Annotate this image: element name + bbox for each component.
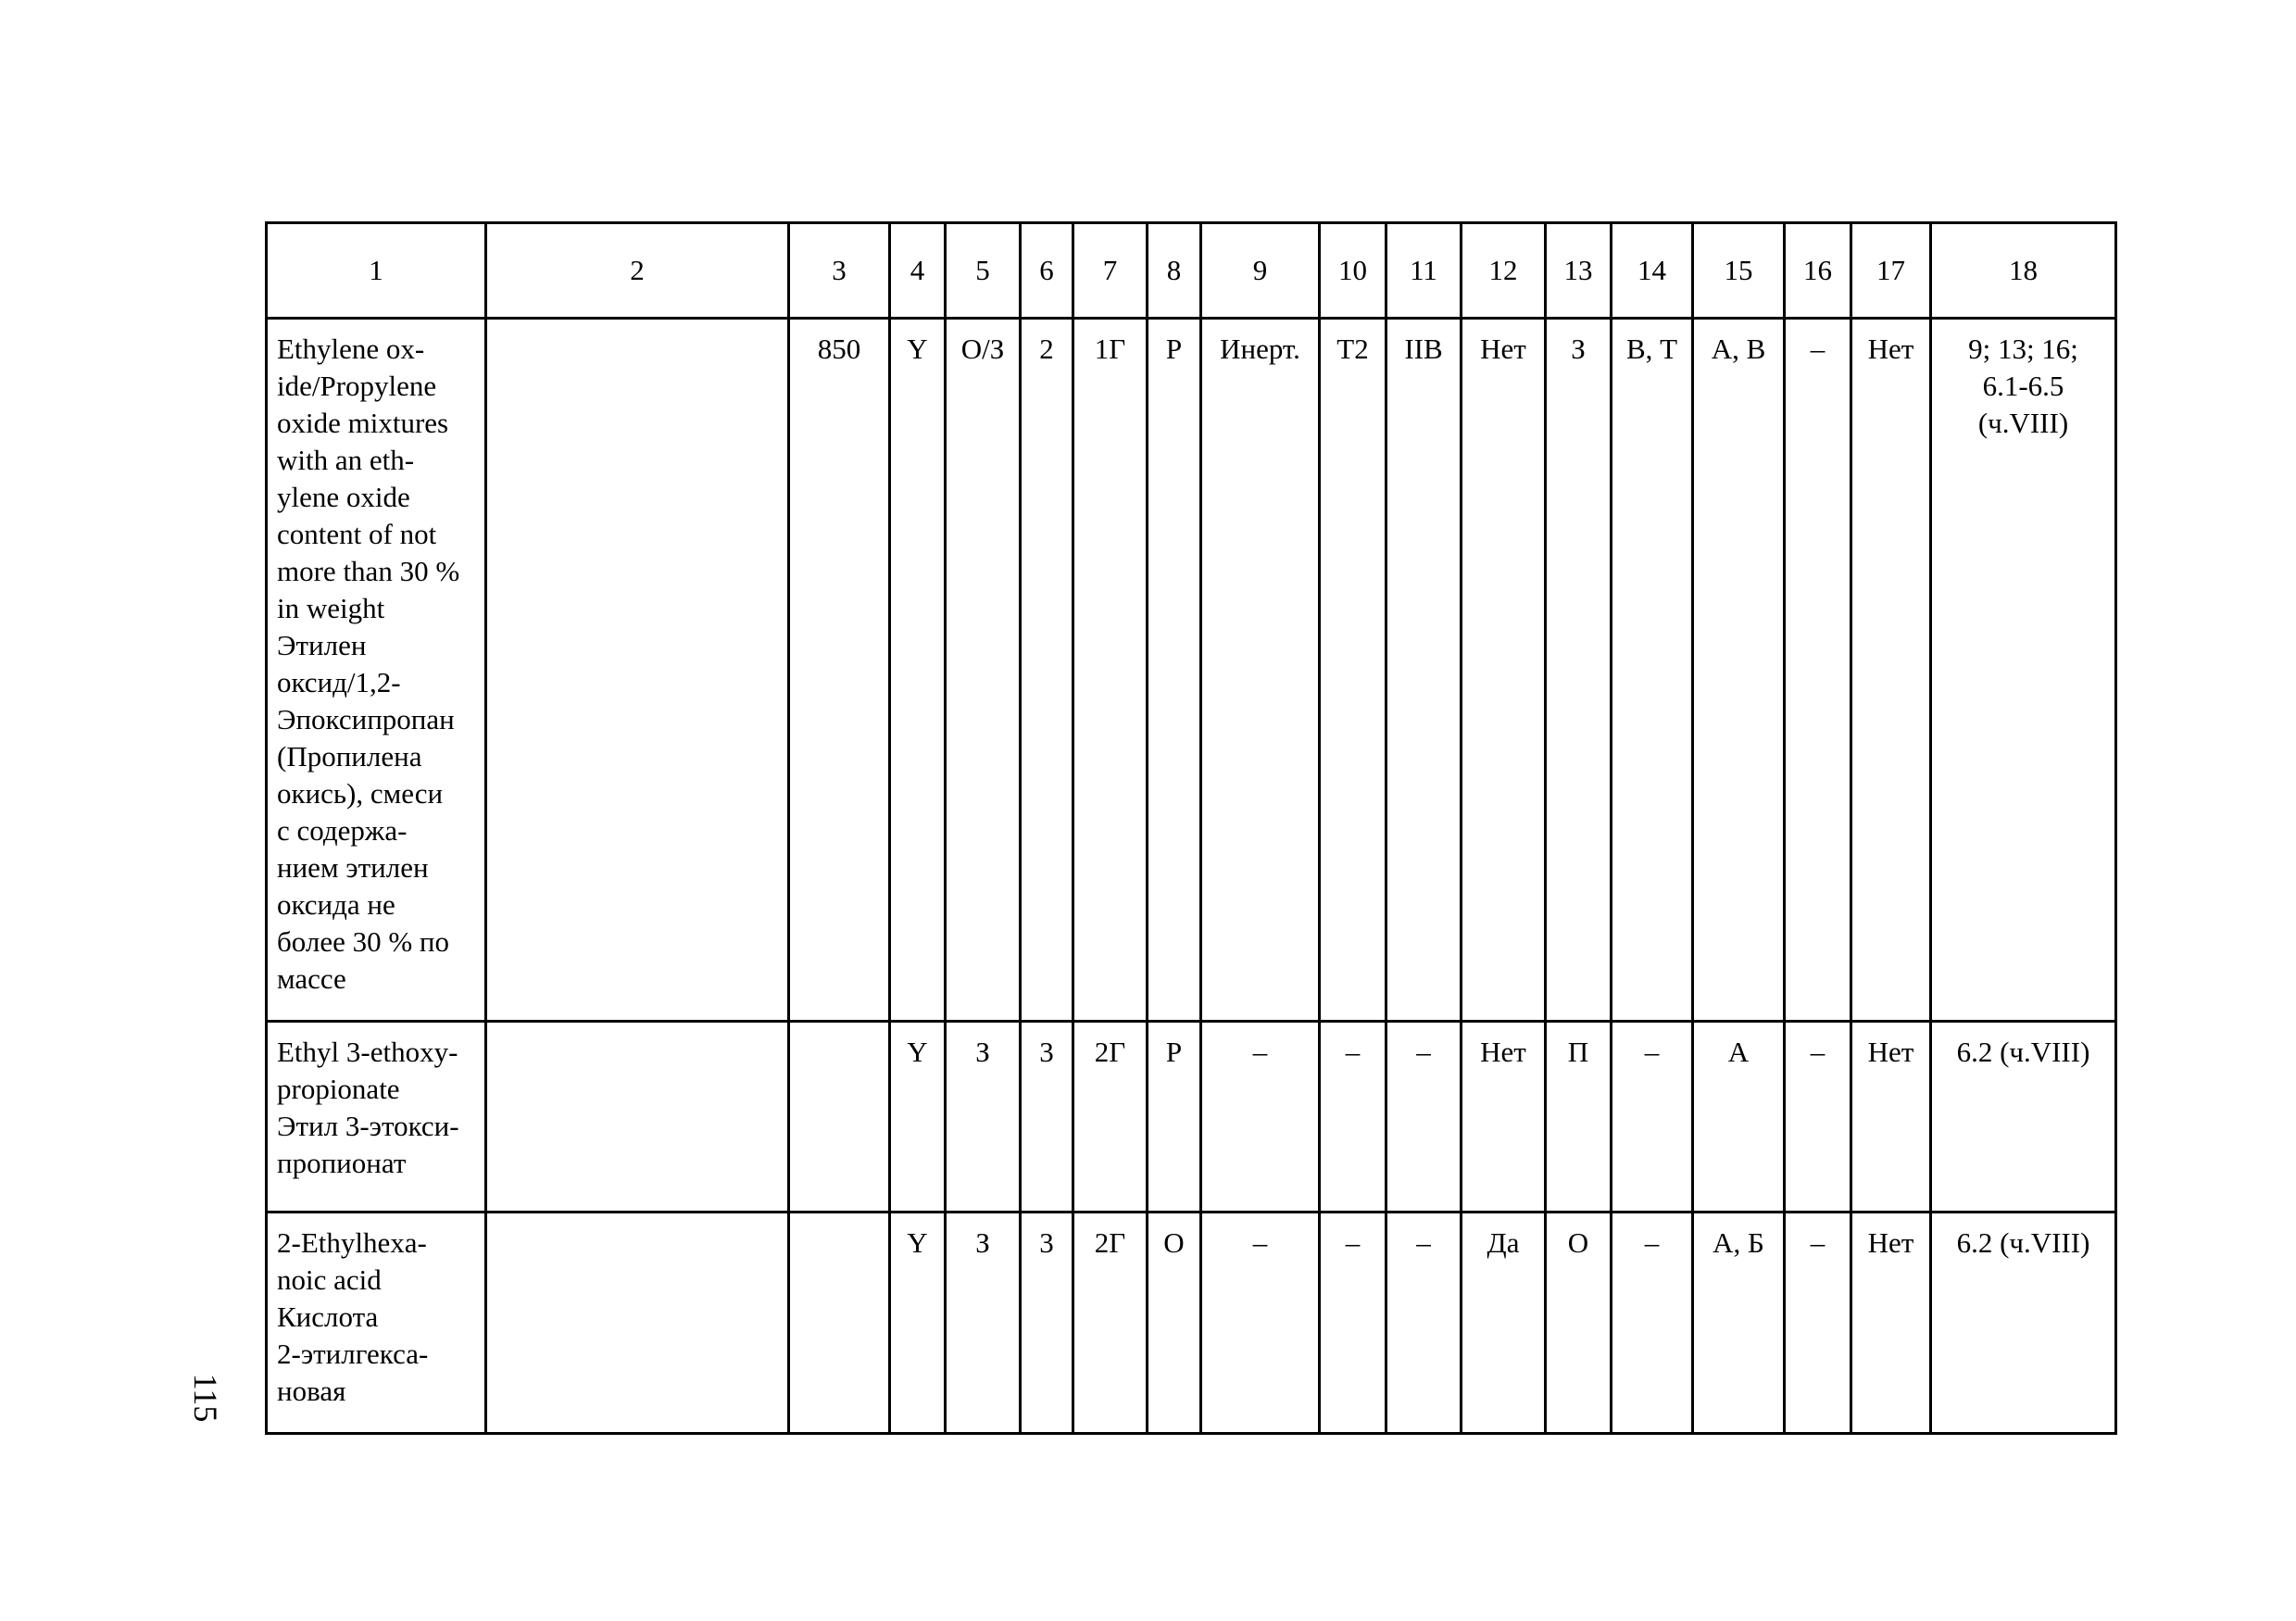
- cell-col-14: В, Т: [1612, 319, 1693, 1022]
- cell-col-3: [789, 1022, 890, 1213]
- product-name-line: оксида не: [277, 888, 395, 921]
- column-header: 10: [1320, 223, 1386, 319]
- cell-col-15: А, Б: [1693, 1213, 1785, 1434]
- column-header: 14: [1612, 223, 1693, 319]
- cell-col-5: О/З: [946, 319, 1021, 1022]
- product-name-line: oxide mixtures: [277, 407, 449, 439]
- product-name-line: ide/Propylene: [277, 370, 437, 402]
- product-name-line: пропионат: [277, 1147, 407, 1179]
- cell-col-4: Y: [890, 319, 946, 1022]
- product-name-line: Этилен: [277, 629, 367, 661]
- cell-col-6: 2: [1021, 319, 1073, 1022]
- column-header: 1: [267, 223, 486, 319]
- column-header: 8: [1148, 223, 1201, 319]
- cell-col-12: Нет: [1462, 319, 1546, 1022]
- cell-col-13: З: [1546, 319, 1612, 1022]
- product-name-line: 2-Ethylhexa-: [277, 1226, 427, 1259]
- product-name-line: массе: [277, 962, 346, 995]
- cell-col-10: Т2: [1320, 319, 1386, 1022]
- product-name-line: 2-этилгекса-: [277, 1338, 429, 1370]
- product-name-line: propionate: [277, 1073, 400, 1105]
- cell-col-18-line: (ч.VIII): [1977, 407, 2069, 439]
- table-row: [267, 1213, 2116, 1434]
- product-name-line: нием этилен: [277, 851, 429, 884]
- cell-col-7: 1Г: [1073, 319, 1148, 1022]
- column-header: 18: [1931, 223, 2116, 319]
- header-row: [267, 223, 2116, 319]
- cell-col-11: IIВ: [1386, 319, 1462, 1022]
- product-name-line: in weight: [277, 592, 385, 624]
- cell-col-14: –: [1612, 1022, 1693, 1213]
- cell-col-8: Р: [1148, 319, 1201, 1022]
- cargo-table: [265, 221, 2117, 1435]
- cell-col-2: [486, 1022, 789, 1213]
- cell-col-17: Нет: [1851, 319, 1931, 1022]
- cell-col-5: З: [946, 1022, 1021, 1213]
- cell-col-8: Р: [1148, 1022, 1201, 1213]
- cell-col-13: П: [1546, 1022, 1612, 1213]
- cell-col-9: –: [1201, 1022, 1320, 1213]
- product-name-line: с содержа-: [277, 814, 408, 847]
- cell-col-18: [1931, 1022, 2116, 1213]
- cell-col-16: –: [1785, 1022, 1851, 1213]
- column-header: 11: [1386, 223, 1462, 319]
- product-name-line: более 30 % по: [277, 925, 450, 958]
- cell-col-18-line: 9; 13; 16;: [1968, 333, 2078, 365]
- product-name-line: with an eth-: [277, 444, 415, 476]
- cell-col-9: Инерт.: [1201, 319, 1320, 1022]
- product-name-line: Эпоксипропан: [277, 703, 455, 735]
- cell-col-11: –: [1386, 1213, 1462, 1434]
- product-name-line: more than 30 %: [277, 555, 460, 587]
- column-header: 2: [486, 223, 789, 319]
- cell-col-10: –: [1320, 1022, 1386, 1213]
- cell-col-2: [486, 319, 789, 1022]
- table-row: [267, 1022, 2116, 1213]
- cell-col-14: –: [1612, 1213, 1693, 1434]
- product-name-cell: [267, 319, 486, 1022]
- product-name-line: content of not: [277, 518, 437, 550]
- column-header: 4: [890, 223, 946, 319]
- cell-col-4: Y: [890, 1213, 946, 1434]
- column-header: 9: [1201, 223, 1320, 319]
- column-header: 5: [946, 223, 1021, 319]
- column-header: 6: [1021, 223, 1073, 319]
- cell-col-18-line: 6.1-6.5: [1982, 370, 2064, 402]
- cell-col-2: [486, 1213, 789, 1434]
- cell-col-6: 3: [1021, 1022, 1073, 1213]
- cell-col-15: А: [1693, 1022, 1785, 1213]
- cell-col-4: Y: [890, 1022, 946, 1213]
- product-name-line: ylene oxide: [277, 481, 410, 513]
- product-name-line: Кислота: [277, 1301, 379, 1333]
- cell-col-13: О: [1546, 1213, 1612, 1434]
- cell-col-5: З: [946, 1213, 1021, 1434]
- cell-col-18: [1931, 1213, 2116, 1434]
- cell-col-15: А, В: [1693, 319, 1785, 1022]
- column-header: 3: [789, 223, 890, 319]
- product-name-cell: [267, 1022, 486, 1213]
- cell-col-3: [789, 1213, 890, 1434]
- product-name-line: Этил 3-этокси-: [277, 1110, 459, 1142]
- column-header: 17: [1851, 223, 1931, 319]
- product-name-line: новая: [277, 1375, 346, 1407]
- cell-col-18: [1931, 319, 2116, 1022]
- product-name-cell: [267, 1213, 486, 1434]
- cell-col-18-line: 6.2 (ч.VIII): [1956, 1036, 2090, 1068]
- cell-col-17: Нет: [1851, 1213, 1931, 1434]
- cell-col-7: 2Г: [1073, 1022, 1148, 1213]
- product-name-line: Ethylene ox-: [277, 333, 425, 365]
- product-name-line: Ethyl 3-ethoxy-: [277, 1036, 458, 1068]
- column-header: 16: [1785, 223, 1851, 319]
- cell-col-9: –: [1201, 1213, 1320, 1434]
- cell-col-17: Нет: [1851, 1022, 1931, 1213]
- product-name-line: noic acid: [277, 1263, 382, 1296]
- cell-col-16: –: [1785, 319, 1851, 1022]
- page-number: 115: [187, 1373, 224, 1423]
- cell-col-3: 850: [789, 319, 890, 1022]
- column-header: 12: [1462, 223, 1546, 319]
- cell-col-12: Да: [1462, 1213, 1546, 1434]
- product-name-line: оксид/1,2-: [277, 666, 401, 698]
- cell-col-18-line: 6.2 (ч.VIII): [1956, 1226, 2090, 1259]
- column-header: 15: [1693, 223, 1785, 319]
- cell-col-7: 2Г: [1073, 1213, 1148, 1434]
- product-name-line: (Пропилена: [277, 740, 422, 773]
- table-row: [267, 319, 2116, 1022]
- product-name-line: окись), смеси: [277, 777, 444, 810]
- cell-col-11: –: [1386, 1022, 1462, 1213]
- cell-col-12: Нет: [1462, 1022, 1546, 1213]
- column-header: 13: [1546, 223, 1612, 319]
- cell-col-16: –: [1785, 1213, 1851, 1434]
- cell-col-10: –: [1320, 1213, 1386, 1434]
- cell-col-8: О: [1148, 1213, 1201, 1434]
- cell-col-6: 3: [1021, 1213, 1073, 1434]
- column-header: 7: [1073, 223, 1148, 319]
